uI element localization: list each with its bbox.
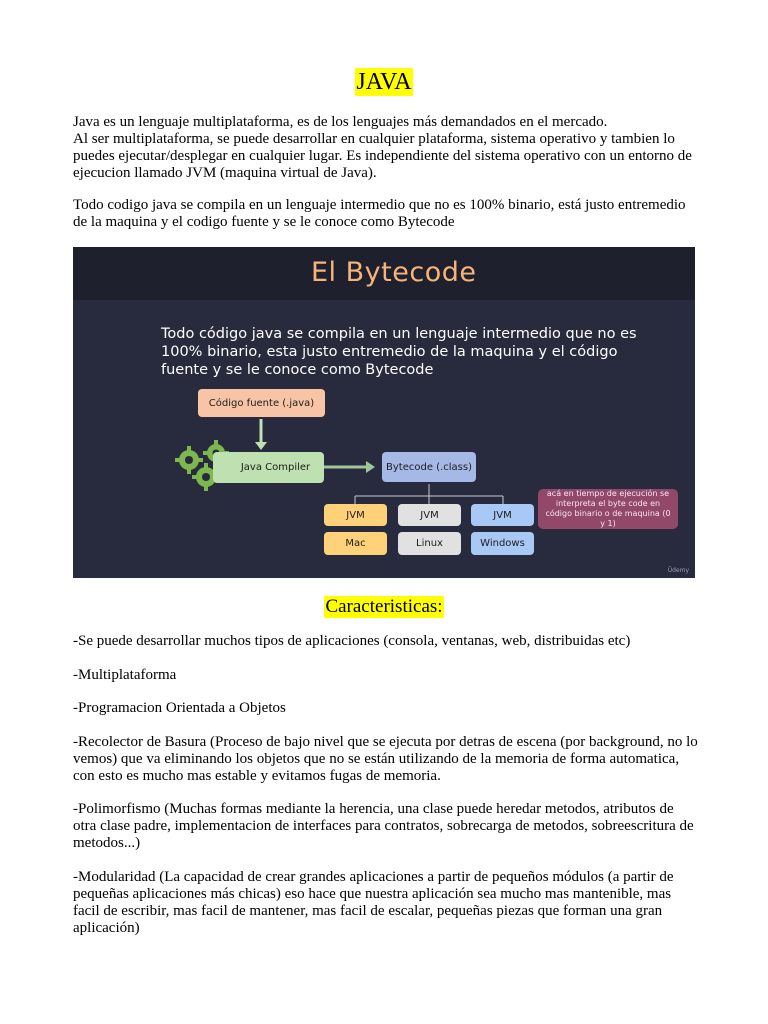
arrow-head-compiler [366, 461, 375, 473]
document-title: JAVA [356, 69, 412, 95]
feature-item: -Multiplataforma [73, 667, 177, 683]
title-container [0, 68, 768, 96]
slide-body-text: Todo código java se compila en un lenguaje intermedio que no es 100% binario, esta justo entremedio de la maquina y el código fuente y se le conoce como Bytecode [161, 326, 637, 378]
feature-item: -Programacion Orientada a Objetos [73, 700, 286, 716]
platform-box-mac: Mac [324, 532, 387, 555]
bytecode-box: Bytecode (.class) [382, 452, 476, 482]
feature-item: -Polimorfismo (Muchas formas mediante la herencia, una clase puede heredar metodos, atributos de otra clase padre, implementacion de interfaces para contratos, sobrecarga de metodos, sobreescritura de metodos...) [73, 801, 694, 851]
platform-box-linux: Linux [398, 532, 461, 555]
intro-paragraph-2: Al ser multiplataforma, se puede desarrollar en cualquier plataforma, sistema operativo y tambien lo puedes ejecutar/desplegar en cualquier lugar. Es independiente del sistema operativo con un entorno de ejecucion llamado JVM (maquina virtual de Java). [73, 131, 692, 181]
feature-item: -Modularidad (La capacidad de crear grandes aplicaciones a partir de pequeños módulos (a partir de pequeñas aplicaciones más chicas) eso hace que nuestra aplicación sea mucho mas mantenible, mas facil de escribir, mas facil de mantener, mas facil de escalar, pequeñas piezas que forman una gran aplicación) [73, 869, 674, 936]
feature-item: -Se puede desarrollar muchos tipos de aplicaciones (consola, ventanas, web, distribuidas etc) [73, 633, 631, 649]
bytecode-slide-image [73, 247, 695, 578]
jvm-box-linux: JVM [398, 504, 461, 526]
jvm-box-windows: JVM [471, 504, 534, 526]
runtime-note: acá en tiempo de ejecución se interpreta el byte code en código binario o de maquina (0 y 1) [538, 489, 678, 529]
platform-box-windows: Windows [471, 532, 534, 555]
features-title: Caracteristicas: [325, 596, 443, 617]
slide-title: El Bytecode [311, 257, 477, 288]
jvm-box-mac: JVM [324, 504, 387, 526]
features-title-container [0, 596, 768, 618]
intro-paragraph-3: Todo codigo java se compila en un lenguaje intermedio que no es 100% binario, está justo entremedio de la maquina y el codigo fuente y se le conoce como Bytecode [73, 197, 686, 230]
arrow-head-source [255, 442, 267, 450]
source-code-box: Código fuente (.java) [198, 389, 325, 417]
udemy-watermark: Ûdemy [667, 567, 689, 574]
java-compiler-box: Java Compiler [213, 452, 324, 483]
feature-item: -Recolector de Basura (Proceso de bajo nivel que se ejecuta por detras de escena (por background, no lo vemos) que va eliminando los objetos que no se están utilizando de la memoria de forma automatica, con esto es mucho mas estable y evitamos fugas de memoria. [73, 734, 698, 784]
intro-paragraph-1: Java es un lenguaje multiplataforma, es de los lenguajes más demandados en el mercado. [73, 114, 608, 130]
